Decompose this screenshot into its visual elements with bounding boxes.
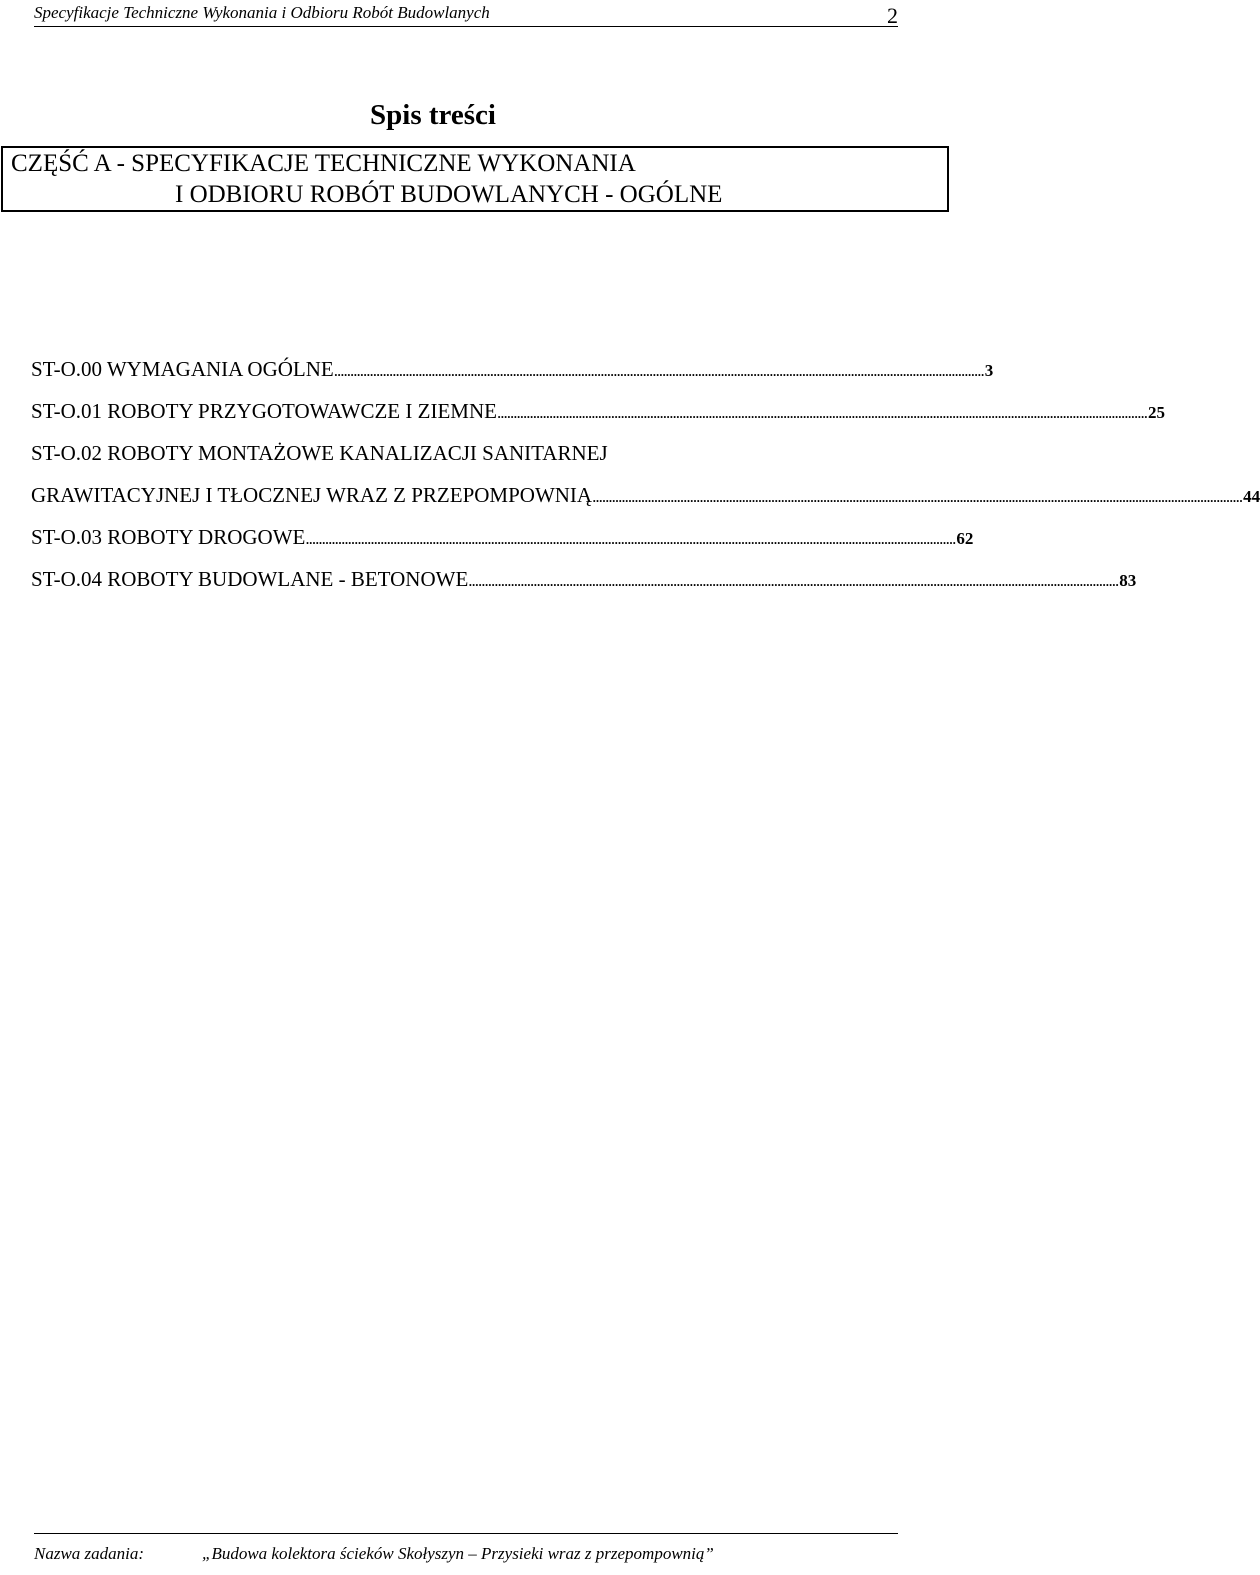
part-a-title-line-2: I ODBIORU ROBÓT BUDOWLANYCH - OGÓLNE [175,181,723,208]
toc-entry-text: ST-O.03 ROBOTY DROGOWE [31,525,306,549]
part-a-box [1,146,949,212]
toc-entry-st-o00[interactable] [31,357,994,381]
toc-entry-page: 44 [1243,487,1260,506]
toc-leader-dots: ........................................................................................................................................................................................................ [468,571,1119,590]
toc-entry-text-line-1: ST-O.02 ROBOTY MONTAŻOWE KANALIZACJI SANITARNEJ [31,441,608,465]
toc-entry-page: 3 [984,361,994,380]
toc-entry-st-o01[interactable] [31,399,1165,423]
toc-heading: Spis treści [370,99,496,131]
toc-entry-text: GRAWITACYJNEJ I TŁOCZNEJ WRAZ Z PRZEPOMPOWNIĄ [31,483,593,507]
toc-leader-dots: ........................................................................................................................................................................................................ [333,361,984,380]
toc-entry-st-o02[interactable] [31,441,1260,507]
footer-project-name: „Budowa kolektora ścieków Skołyszyn – Przysieki wraz z przepompownią” [202,1544,714,1563]
toc-leader-dots: ........................................................................................................................................................................................................ [496,403,1147,422]
toc-leader-dots: ........................................................................................................................................................................................................ [305,529,956,548]
toc-entry-page: 83 [1119,571,1137,590]
page-number: 2 [887,3,898,28]
toc-leader-dots: ........................................................................................................................................................................................................ [592,487,1243,506]
toc-entry-page: 25 [1147,403,1165,422]
toc-entry-page: 62 [956,529,974,548]
part-a-title-line-1: CZĘŚĆ A - SPECYFIKACJE TECHNICZNE WYKONANIA [11,150,636,177]
toc-entry-text: ST-O.00 WYMAGANIA OGÓLNE [31,357,334,381]
page-header [34,0,898,27]
footer-label: Nazwa zadania: [34,1544,145,1563]
toc-entry-text: ST-O.01 ROBOTY PRZYGOTOWAWCZE I ZIEMNE [31,399,497,423]
page-footer [34,1533,898,1574]
toc-entry-text: ST-O.04 ROBOTY BUDOWLANE - BETONOWE [31,567,469,591]
toc-entry-st-o04[interactable] [31,567,1137,591]
header-title: Specyfikacje Techniczne Wykonania i Odbioru Robót Budowlanych [34,3,490,22]
toc-entry-st-o03[interactable] [31,525,974,549]
